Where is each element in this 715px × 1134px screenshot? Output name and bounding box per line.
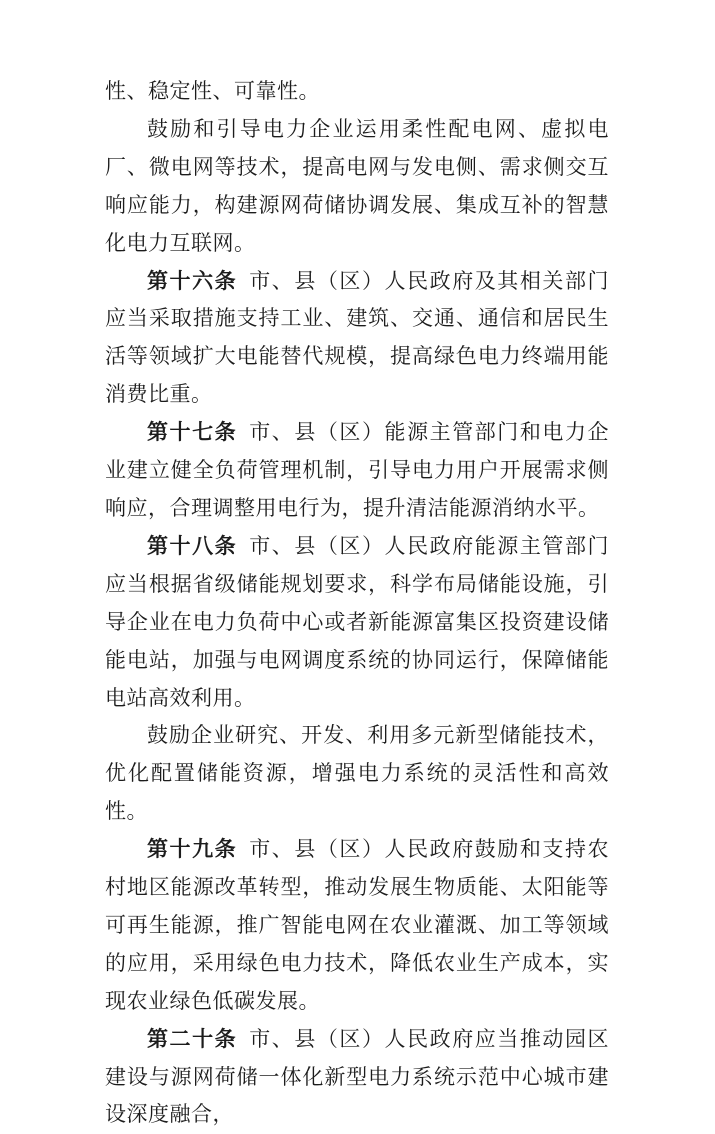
paragraph-continuation <box>105 73 609 111</box>
article-16-text: 市、县（区）人民政府及其相关部门应当采取措施支持工业、建筑、交通、通信和居民生活等领域扩大电能替代规模，提高绿色电力终端用能消费比重。 <box>105 268 610 407</box>
article-18-text: 市、县（区）人民政府能源主管部门应当根据省级储能规划要求，科学布局储能设施，引导企业在电力负荷中心或者新能源富集区投资建设储能电站，加强与电网调度系统的协同运行，保障储能电站高效利用。 <box>105 533 610 710</box>
paragraph-grid-tech <box>105 111 609 263</box>
article-20-text: 市、县（区）人民政府应当推动园区建设与源网荷储一体化新型电力系统示范中心城市建设深度融合， <box>105 1026 610 1127</box>
article-19 <box>105 831 609 1021</box>
article-16-label: 第十六条 <box>147 268 238 293</box>
article-16 <box>105 263 609 415</box>
article-17-text: 市、县（区）能源主管部门和电力企业建立健全负荷管理机制，引导电力用户开展需求侧响应，合理调整用电行为，提升清洁能源消纳水平。 <box>105 420 610 520</box>
article-18 <box>105 528 609 718</box>
paragraph-text: 鼓励企业研究、开发、利用多元新型储能技术，优化配置储能资源，增强电力系统的灵活性和高效性。 <box>105 723 609 824</box>
paragraph-storage-tech <box>105 717 609 831</box>
article-17-label: 第十七条 <box>147 420 238 445</box>
article-20-label: 第二十条 <box>147 1026 238 1051</box>
article-17 <box>105 414 609 528</box>
article-19-text: 市、县（区）人民政府鼓励和支持农村地区能源改革转型，推动发展生物质能、太阳能等可再生能源，推广智能电网在农业灌溉、加工等领域的应用，采用绿色电力技术，降低农业生产成本，实现农业绿色低碳发展。 <box>105 837 610 1013</box>
paragraph-text: 鼓励和引导电力企业运用柔性配电网、虚拟电厂、微电网等技术，提高电网与发电侧、需求侧交互响应能力，构建源网荷储协调发展、集成互补的智慧化电力互联网。 <box>105 116 609 255</box>
article-18-label: 第十八条 <box>147 533 238 558</box>
article-19-label: 第十九条 <box>147 837 238 862</box>
article-20 <box>105 1021 609 1134</box>
paragraph-text: 性、稳定性、可靠性。 <box>105 79 320 103</box>
